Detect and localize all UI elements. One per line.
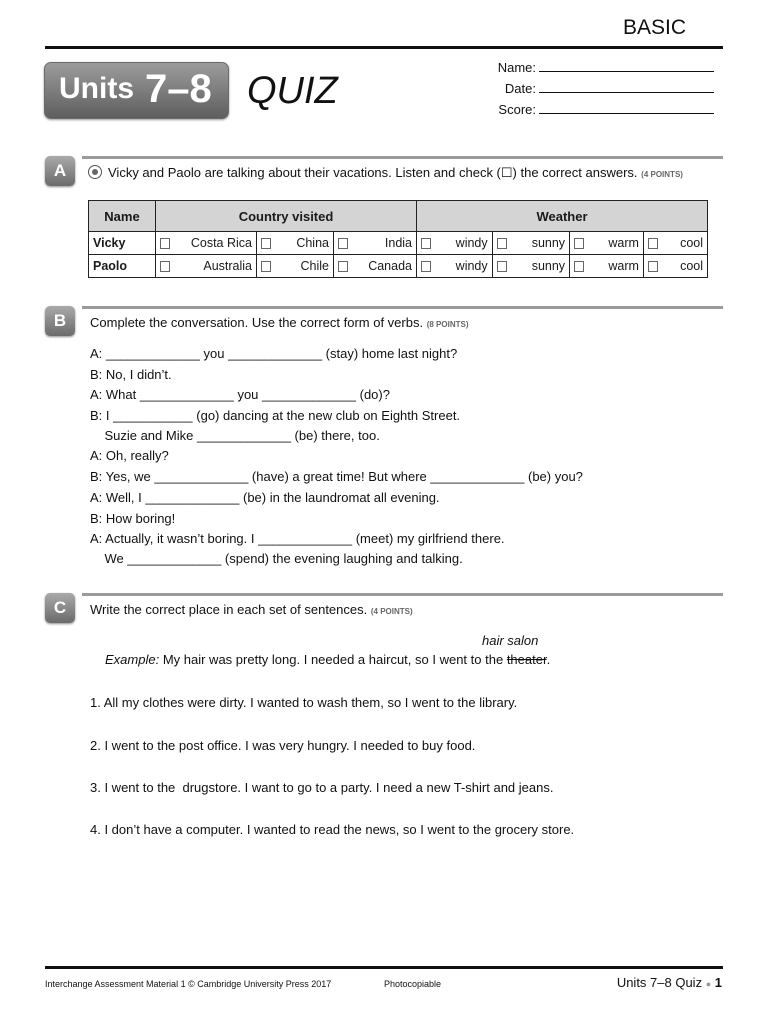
option-warm[interactable] [574, 259, 639, 273]
section-a-text: Vicky and Paolo are talking about their vacations. Listen and check (☐) the correct answers. [108, 165, 638, 180]
page-number: 1 [714, 975, 722, 990]
footer-copyright: Interchange Assessment Material 1 © Cambridge University Press 2017 [45, 979, 332, 989]
audio-icon[interactable] [88, 165, 102, 179]
option-label: Canada [368, 259, 412, 273]
option-china[interactable] [261, 236, 329, 250]
option-label: India [384, 236, 412, 250]
quiz-title: QUIZ [247, 70, 338, 112]
section-a-badge: A [45, 156, 75, 186]
option-label: windy [455, 236, 488, 250]
checkbox[interactable] [497, 238, 507, 249]
checkbox[interactable] [648, 261, 658, 272]
example-end: . [546, 652, 551, 667]
example-correction: hair salon [482, 633, 539, 648]
option-costa-rica[interactable] [160, 236, 252, 250]
header-name: Name [89, 201, 156, 232]
option-cool[interactable] [648, 259, 703, 273]
level-label: BASIC [622, 16, 686, 39]
section-b-badge: B [45, 306, 75, 336]
unit-numbers: 7–8 [145, 67, 212, 111]
option-label: warm [608, 259, 639, 273]
checkbox[interactable] [160, 238, 170, 249]
option-india[interactable] [338, 236, 412, 250]
option-label: cool [680, 259, 703, 273]
option-windy[interactable] [421, 236, 488, 250]
checkbox[interactable] [574, 238, 584, 249]
option-label: windy [455, 259, 488, 273]
example-struck-word: theater [506, 652, 547, 667]
checkbox[interactable] [338, 238, 348, 249]
example-text: My hair was pretty long. I needed a haircut, so I went to the [162, 652, 504, 667]
checkbox[interactable] [261, 238, 271, 249]
section-b-points: (8 POINTS) [426, 320, 469, 329]
example-label: Example: [105, 652, 160, 667]
date-field[interactable] [476, 81, 714, 96]
list-item[interactable]: 4. I don’t have a computer. I wanted to read the news, so I went to the grocery store. [90, 822, 575, 837]
section-a-instruction [88, 165, 718, 181]
section-c-badge: C [45, 593, 75, 623]
checkbox[interactable] [421, 238, 431, 249]
option-warm[interactable] [574, 236, 639, 250]
option-label: China [296, 236, 329, 250]
list-item[interactable]: 2. I went to the post office. I was very hungry. I needed to buy food. [90, 738, 476, 753]
name-field[interactable] [476, 60, 714, 75]
option-canada[interactable] [338, 259, 412, 273]
section-b-text: Complete the conversation. Use the correct form of verbs. [90, 315, 424, 330]
option-cool[interactable] [648, 236, 703, 250]
section-c-instruction [90, 602, 413, 617]
checkbox[interactable] [497, 261, 507, 272]
checkbox[interactable] [160, 261, 170, 272]
section-a-rule [82, 156, 723, 159]
checkbox[interactable] [261, 261, 271, 272]
list-item[interactable]: 3. I went to the drugstore. I want to go to a party. I need a new T-shirt and jeans. [90, 780, 554, 795]
option-chile[interactable] [261, 259, 329, 273]
date-label: Date: [504, 81, 536, 96]
dialogue-line[interactable]: A: _____________ you _____________ (stay) home last night? [90, 346, 458, 361]
unit-word: Units [59, 72, 134, 105]
section-c-points: (4 POINTS) [370, 607, 413, 616]
option-label: cool [680, 236, 703, 250]
unit-banner [44, 62, 229, 119]
bullet-icon: ● [705, 979, 712, 989]
section-c-rule [82, 593, 723, 596]
answer-table [88, 200, 708, 278]
option-windy[interactable] [421, 259, 488, 273]
date-line[interactable] [539, 81, 714, 93]
option-sunny[interactable] [497, 236, 565, 250]
dialogue-line: B: How boring! [90, 511, 176, 526]
header-rule [45, 46, 723, 49]
option-sunny[interactable] [497, 259, 565, 273]
option-label: sunny [531, 259, 566, 273]
page-footer-label [617, 975, 722, 990]
dialogue-line: B: No, I didn’t. [90, 367, 172, 382]
section-b-instruction [90, 315, 469, 330]
table-row [89, 232, 708, 255]
example-sentence [105, 652, 550, 667]
list-item[interactable]: 1. All my clothes were dirty. I wanted to wash them, so I went to the library. [90, 695, 518, 710]
dialogue-line[interactable]: We _____________ (spend) the evening laughing and talking. [90, 551, 463, 566]
dialogue-line: A: Oh, really? [90, 448, 169, 463]
checkbox[interactable] [648, 238, 658, 249]
footer-photocopiable: Photocopiable [384, 979, 442, 989]
checkbox[interactable] [421, 261, 431, 272]
dialogue-line[interactable]: A: What _____________ you _____________ (do)? [90, 387, 390, 402]
header-weather: Weather [417, 201, 708, 232]
name-line[interactable] [539, 60, 714, 72]
score-line[interactable] [539, 102, 714, 114]
footer-rule [45, 966, 723, 969]
name-label: Name: [497, 60, 536, 75]
section-b-rule [82, 306, 723, 309]
table-row [89, 255, 708, 278]
option-label: Chile [300, 259, 329, 273]
score-field[interactable] [476, 102, 714, 117]
dialogue-line[interactable]: A: Well, I _____________ (be) in the laundromat all evening. [90, 490, 440, 505]
row-name: Vicky [89, 232, 156, 255]
option-label: warm [608, 236, 639, 250]
checkbox[interactable] [574, 261, 584, 272]
header-country: Country visited [156, 201, 417, 232]
section-a-points: (4 POINTS) [641, 170, 683, 179]
option-label: Costa Rica [190, 236, 252, 250]
option-australia[interactable] [160, 259, 252, 273]
dialogue-line[interactable]: Suzie and Mike _____________ (be) there, too. [90, 428, 380, 443]
option-label: sunny [531, 236, 566, 250]
page-label: Units 7–8 Quiz [616, 975, 703, 990]
option-label: Australia [203, 259, 252, 273]
dialogue-line[interactable]: B: I ___________ (go) dancing at the new club on Eighth Street. [90, 408, 461, 423]
dialogue-line[interactable]: A: Actually, it wasn’t boring. I _____________ (meet) my girlfriend there. [90, 531, 505, 546]
section-c-text: Write the correct place in each set of sentences. [90, 602, 368, 617]
score-label: Score: [498, 102, 536, 117]
dialogue-line[interactable]: B: Yes, we _____________ (have) a great time! But where _____________ (be) you? [90, 469, 583, 484]
row-name: Paolo [89, 255, 156, 278]
checkbox[interactable] [338, 261, 348, 272]
